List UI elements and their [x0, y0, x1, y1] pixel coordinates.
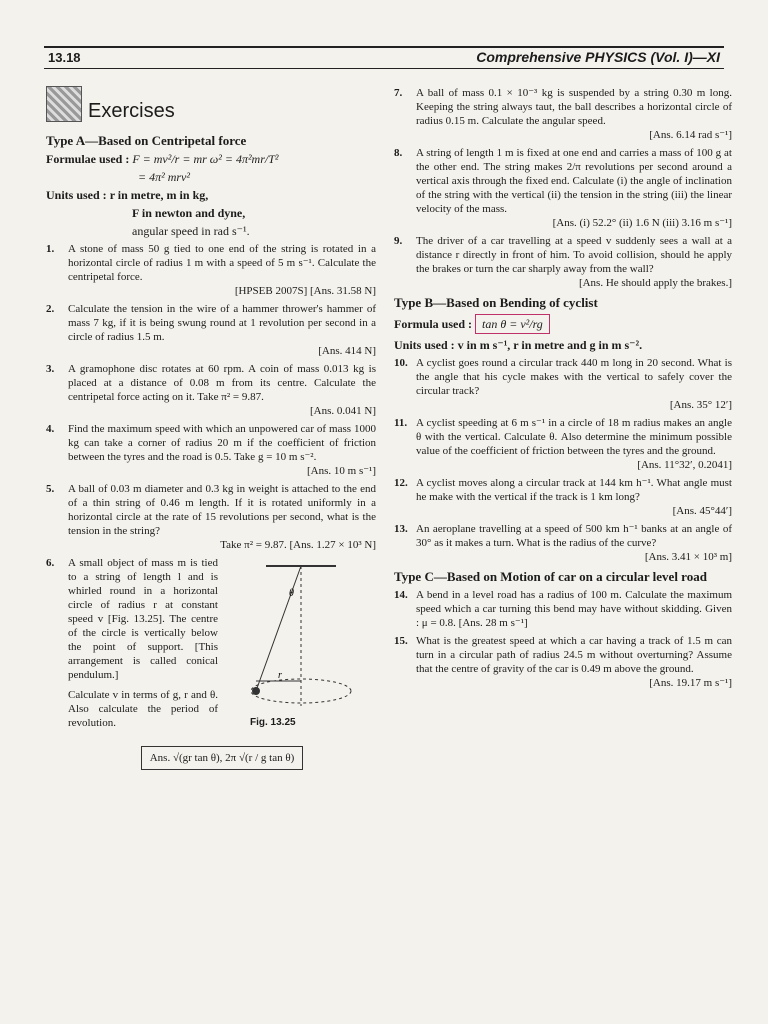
book-title: Comprehensive PHYSICS (Vol. I)—XI [476, 49, 720, 65]
exercises-heading [46, 86, 376, 128]
question-text: A bend in a level road has a radius of 100 m. Calculate the maximum speed which a car turning this bend may have without skidding. Given : μ = 0.8. [Ans. 28 m s⁻¹] [416, 589, 732, 629]
formula-label: Formulae used : [46, 152, 130, 166]
question-number: 11. [394, 417, 408, 429]
formula-b: tan θ = v²/rg [475, 314, 550, 334]
question-text: A cyclist moves along a circular track at 144 km h⁻¹. What angle must he make with the vertical if the track is 1 km long? [416, 477, 732, 503]
question-text: A cyclist goes round a circular track 440 m long in 20 second. What is the angle that his cycle makes with the vertical to safely cover the circular track? [416, 357, 732, 397]
question-number: 12. [394, 477, 408, 489]
question-answer: [Ans. 10 m s⁻¹] [307, 465, 376, 477]
formula-line-1 [46, 152, 376, 166]
right-column [394, 82, 732, 694]
question-answer: [Ans. 3.41 × 10³ m] [644, 551, 732, 563]
question-answer: Take π² = 9.87. [Ans. 1.27 × 10³ N] [220, 539, 376, 551]
question-number: 7. [394, 87, 403, 99]
question-list-c [394, 588, 732, 690]
question-item [46, 422, 376, 478]
conical-pendulum-figure [226, 556, 376, 736]
units-2: F in newton and dyne, [132, 206, 246, 220]
formula-2: = 4π² mrv² [138, 170, 190, 184]
question-answer: [Ans. 414 N] [318, 345, 376, 357]
formula-1: F = mv²/r = mr ω² = 4π²mr/T² [132, 152, 279, 166]
question-text: Find the maximum speed with which an unpowered car of mass 1000 kg can take a corner of radius 20 m if the coefficient of friction between the tyres and the road is 0.5. Take g = 10 m s⁻². [68, 423, 376, 463]
figure-svg [226, 556, 376, 731]
question-answer: [Ans. 19.17 m s⁻¹] [649, 677, 732, 689]
question-item [394, 588, 732, 630]
question-item [394, 634, 732, 690]
question-number: 15. [394, 635, 408, 647]
units-line [46, 188, 376, 202]
left-column [46, 86, 376, 774]
question-answer: [Ans. 0.041 N] [310, 405, 376, 417]
question-number: 5. [46, 483, 55, 495]
question-text: A cyclist speeding at 6 m s⁻¹ in a circle of 18 m radius makes an angle θ with the vertical. Calculate θ. Also determine the minimum possible value of the coefficient of friction between the tyres and the ground. [416, 417, 732, 457]
question-item [394, 416, 732, 472]
question-text: A string of length 1 m is fixed at one end and carries a mass of 100 g at the other end. The string makes 2/π revolutions per second around a vertical axis through the fixed end. Calculate (i) the angle of inclination of the string with the vertical (ii) the tension in the string (iii) the linear velocity of the mass. [416, 147, 732, 215]
question-item [46, 242, 376, 298]
question-6 [46, 556, 376, 770]
question-text: A gramophone disc rotates at 60 rpm. A coin of mass 0.013 kg is placed at a distance of 0.08 m from its centre. Calculate the centripetal force acting on it. Take π² = 9.87. [68, 363, 376, 403]
type-b-units: Units used : v in m s⁻¹, r in metre and g in m s⁻². [394, 338, 643, 352]
question-number: 4. [46, 423, 55, 435]
question-text: A stone of mass 50 g tied to one end of the string is rotated in a horizontal circle of radius 1 m with a speed of 5 m s⁻¹. Calculate the centripetal force. [68, 243, 376, 283]
question-text: An aeroplane travelling at a speed of 500 km h⁻¹ banks at an angle of 30° as it makes a turn. What is the radius of the curve? [416, 523, 732, 549]
question-answer: [Ans. 6.14 rad s⁻¹] [649, 129, 732, 141]
question-number: 2. [46, 303, 55, 315]
question-number: 8. [394, 147, 403, 159]
units-label: Units used : [46, 188, 107, 202]
question-item [394, 86, 732, 142]
question-text: What is the greatest speed at which a car having a track of 1.5 m can turn in a circular path of radius 24.5 m without overturning? Assume that the centre of gravity of the car is 0.49 m above the ground. [416, 635, 732, 675]
type-b-title: Type B—Based on Bending of cyclist [394, 295, 598, 310]
question-number: 6. [46, 557, 55, 569]
question-item [394, 356, 732, 412]
exercises-title: Exercises [88, 100, 175, 122]
type-a-title: Type A—Based on Centripetal force [46, 133, 247, 148]
question-answer: [Ans. (i) 52.2° (ii) 1.6 N (iii) 3.16 m s⁻¹] [552, 217, 732, 229]
type-b-formula [394, 314, 732, 334]
question-text: A ball of 0.03 m diameter and 0.3 kg in weight is attached to the end of a thin string of 0.46 m length. If it is rotated uniformly in a horizontal circle at the rate of 15 revolutions per second, what is the tension in the string? [68, 483, 376, 537]
question-number: 3. [46, 363, 55, 375]
theta-label: θ [289, 588, 294, 599]
question-number: 9. [394, 235, 403, 247]
question-answer: [Ans. He should apply the brakes.] [578, 277, 732, 289]
question-text: The driver of a car travelling at a speed v suddenly sees a wall at a distance r directly in front of him. To avoid collision, should he apply the brakes or turn the car sharply away from the wall? [416, 235, 732, 275]
question-item [46, 482, 376, 552]
question-number: 13. [394, 523, 408, 535]
exercise-icon [46, 86, 82, 122]
question-answer: [HPSEB 2007S] [Ans. 31.58 N] [234, 285, 376, 297]
page-header [44, 46, 724, 69]
q6-text: A small object of mass m is tied to a string of length l and is whirled round in a horizontal circle of radius r at constant speed v [Fig. 13.25]. The centre of the circle is vertically below the point of support. [This arrangement is called conical pendulum.] [68, 557, 218, 681]
question-answer: [Ans. 11°32′, 0.2041] [637, 459, 732, 471]
question-number: 1. [46, 243, 55, 255]
question-answer: [Ans. 35° 12′] [669, 399, 732, 411]
r-label: r [278, 670, 282, 681]
question-item [46, 362, 376, 418]
question-text: Calculate the tension in the wire of a hammer thrower's hammer of mass 7 kg, if it is being swung round at 1 revolution per second in a circle of radius 1.5 m. [68, 303, 376, 343]
units-3: angular speed in rad s⁻¹. [132, 224, 250, 238]
q6-answer: Ans. √(gr tan θ), 2π √(r / g tan θ) [141, 746, 304, 770]
question-list-a [46, 242, 376, 552]
question-item [394, 234, 732, 290]
question-item [394, 146, 732, 230]
question-list-right [394, 86, 732, 290]
formula-label-b: Formula used : [394, 317, 472, 331]
question-item [394, 476, 732, 518]
question-item [46, 302, 376, 358]
question-number: 14. [394, 589, 408, 601]
units-1: r in metre, m in kg, [109, 188, 209, 202]
q6-text-col [68, 556, 218, 736]
q6-text2: Calculate v in terms of g, r and θ. Also calculate the period of revolution. [68, 689, 218, 729]
question-text: A ball of mass 0.1 × 10⁻³ kg is suspended by a string 0.30 m long. Keeping the string always taut, the ball describes a horizontal circle of radius 0.15 m. Calculate the angular speed. [416, 87, 732, 127]
bob [252, 687, 260, 695]
question-answer: [Ans. 45°44′] [672, 505, 732, 517]
question-number: 10. [394, 357, 408, 369]
figure-caption: Fig. 13.25 [250, 717, 296, 728]
question-item [394, 522, 732, 564]
type-c-title: Type C—Based on Motion of car on a circular level road [394, 569, 707, 584]
page-number: 13.18 [48, 50, 81, 65]
question-list-b [394, 356, 732, 564]
